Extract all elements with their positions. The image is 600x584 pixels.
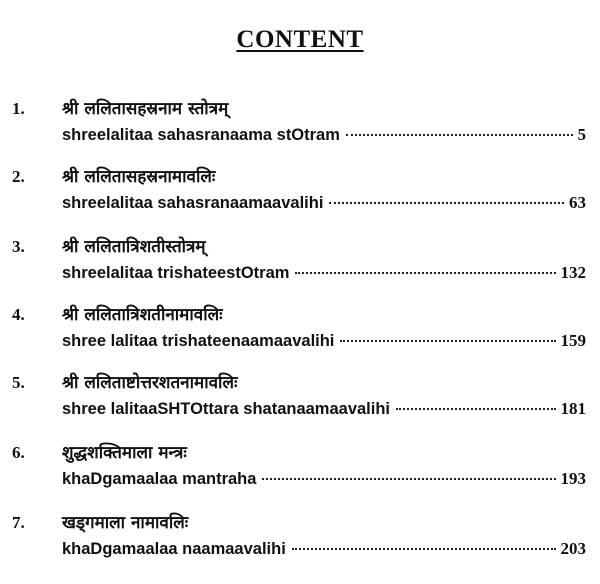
toc-entry <box>0 370 600 430</box>
dot-leader <box>262 478 555 480</box>
entry-number: 2. <box>12 167 25 186</box>
entry-transliteration-row <box>62 125 586 147</box>
entry-transliteration: shreelalitaa sahasranaamaavalihi <box>62 194 324 212</box>
entry-page-number: 159 <box>560 331 586 350</box>
toc-entry <box>0 164 600 224</box>
entry-devanagari-title: श्री ललितात्रिशतीनामावलिः <box>62 305 223 325</box>
entry-transliteration-row <box>62 263 586 285</box>
entry-transliteration: shree lalitaa trishateenaamaavalihi <box>62 332 335 350</box>
entry-transliteration: khaDgamaalaa naamaavalihi <box>62 540 286 558</box>
entry-devanagari-title: श्री ललिताष्टोत्तरशतनामावलिः <box>62 373 238 393</box>
entry-number: 3. <box>12 237 25 256</box>
dot-leader <box>346 134 573 136</box>
toc-entry <box>0 302 600 362</box>
entry-number: 1. <box>12 99 25 118</box>
entry-devanagari-title: शुद्धशक्तिमाला मन्त्रः <box>62 443 187 463</box>
entry-number: 5. <box>12 373 25 392</box>
entry-transliteration: khaDgamaalaa mantraha <box>62 470 257 488</box>
entry-page-number: 181 <box>560 399 586 418</box>
dot-leader <box>396 408 555 410</box>
entry-page-number: 203 <box>560 539 586 558</box>
entry-devanagari-title: खड्गमाला नामावलिः <box>62 513 189 533</box>
entry-page-number: 132 <box>560 263 586 282</box>
toc-entry <box>0 440 600 500</box>
entry-transliteration: shree lalitaaSHTOttara shatanaamaavalihi <box>62 400 391 418</box>
entry-transliteration-row <box>62 399 586 421</box>
entry-number: 4. <box>12 305 25 324</box>
entry-transliteration-row <box>62 539 586 561</box>
entry-transliteration: shreelalitaa trishateestOtram <box>62 264 290 282</box>
entry-transliteration-row <box>62 331 586 353</box>
toc-entry <box>0 96 600 156</box>
dot-leader <box>292 548 556 550</box>
dot-leader <box>340 340 555 342</box>
toc-entry <box>0 234 600 294</box>
entry-page-number: 5 <box>577 125 586 144</box>
entry-devanagari-title: श्री ललितासहस्रनाम स्तोत्रम् <box>62 99 229 119</box>
entry-devanagari-title: श्री ललितात्रिशतीस्तोत्रम् <box>62 237 206 257</box>
page-title: CONTENT <box>236 26 364 53</box>
entry-transliteration: shreelalitaa sahasranaama stOtram <box>62 126 340 144</box>
entry-transliteration-row <box>62 469 586 491</box>
entry-transliteration-row <box>62 193 586 215</box>
entry-page-number: 63 <box>569 193 586 212</box>
entry-number: 7. <box>12 513 25 532</box>
toc-entry <box>0 510 600 570</box>
entry-devanagari-title: श्री ललितासहस्रनामावलिः <box>62 167 216 187</box>
dot-leader <box>329 202 564 204</box>
entry-page-number: 193 <box>560 469 586 488</box>
entry-number: 6. <box>12 443 25 462</box>
dot-leader <box>295 272 555 274</box>
